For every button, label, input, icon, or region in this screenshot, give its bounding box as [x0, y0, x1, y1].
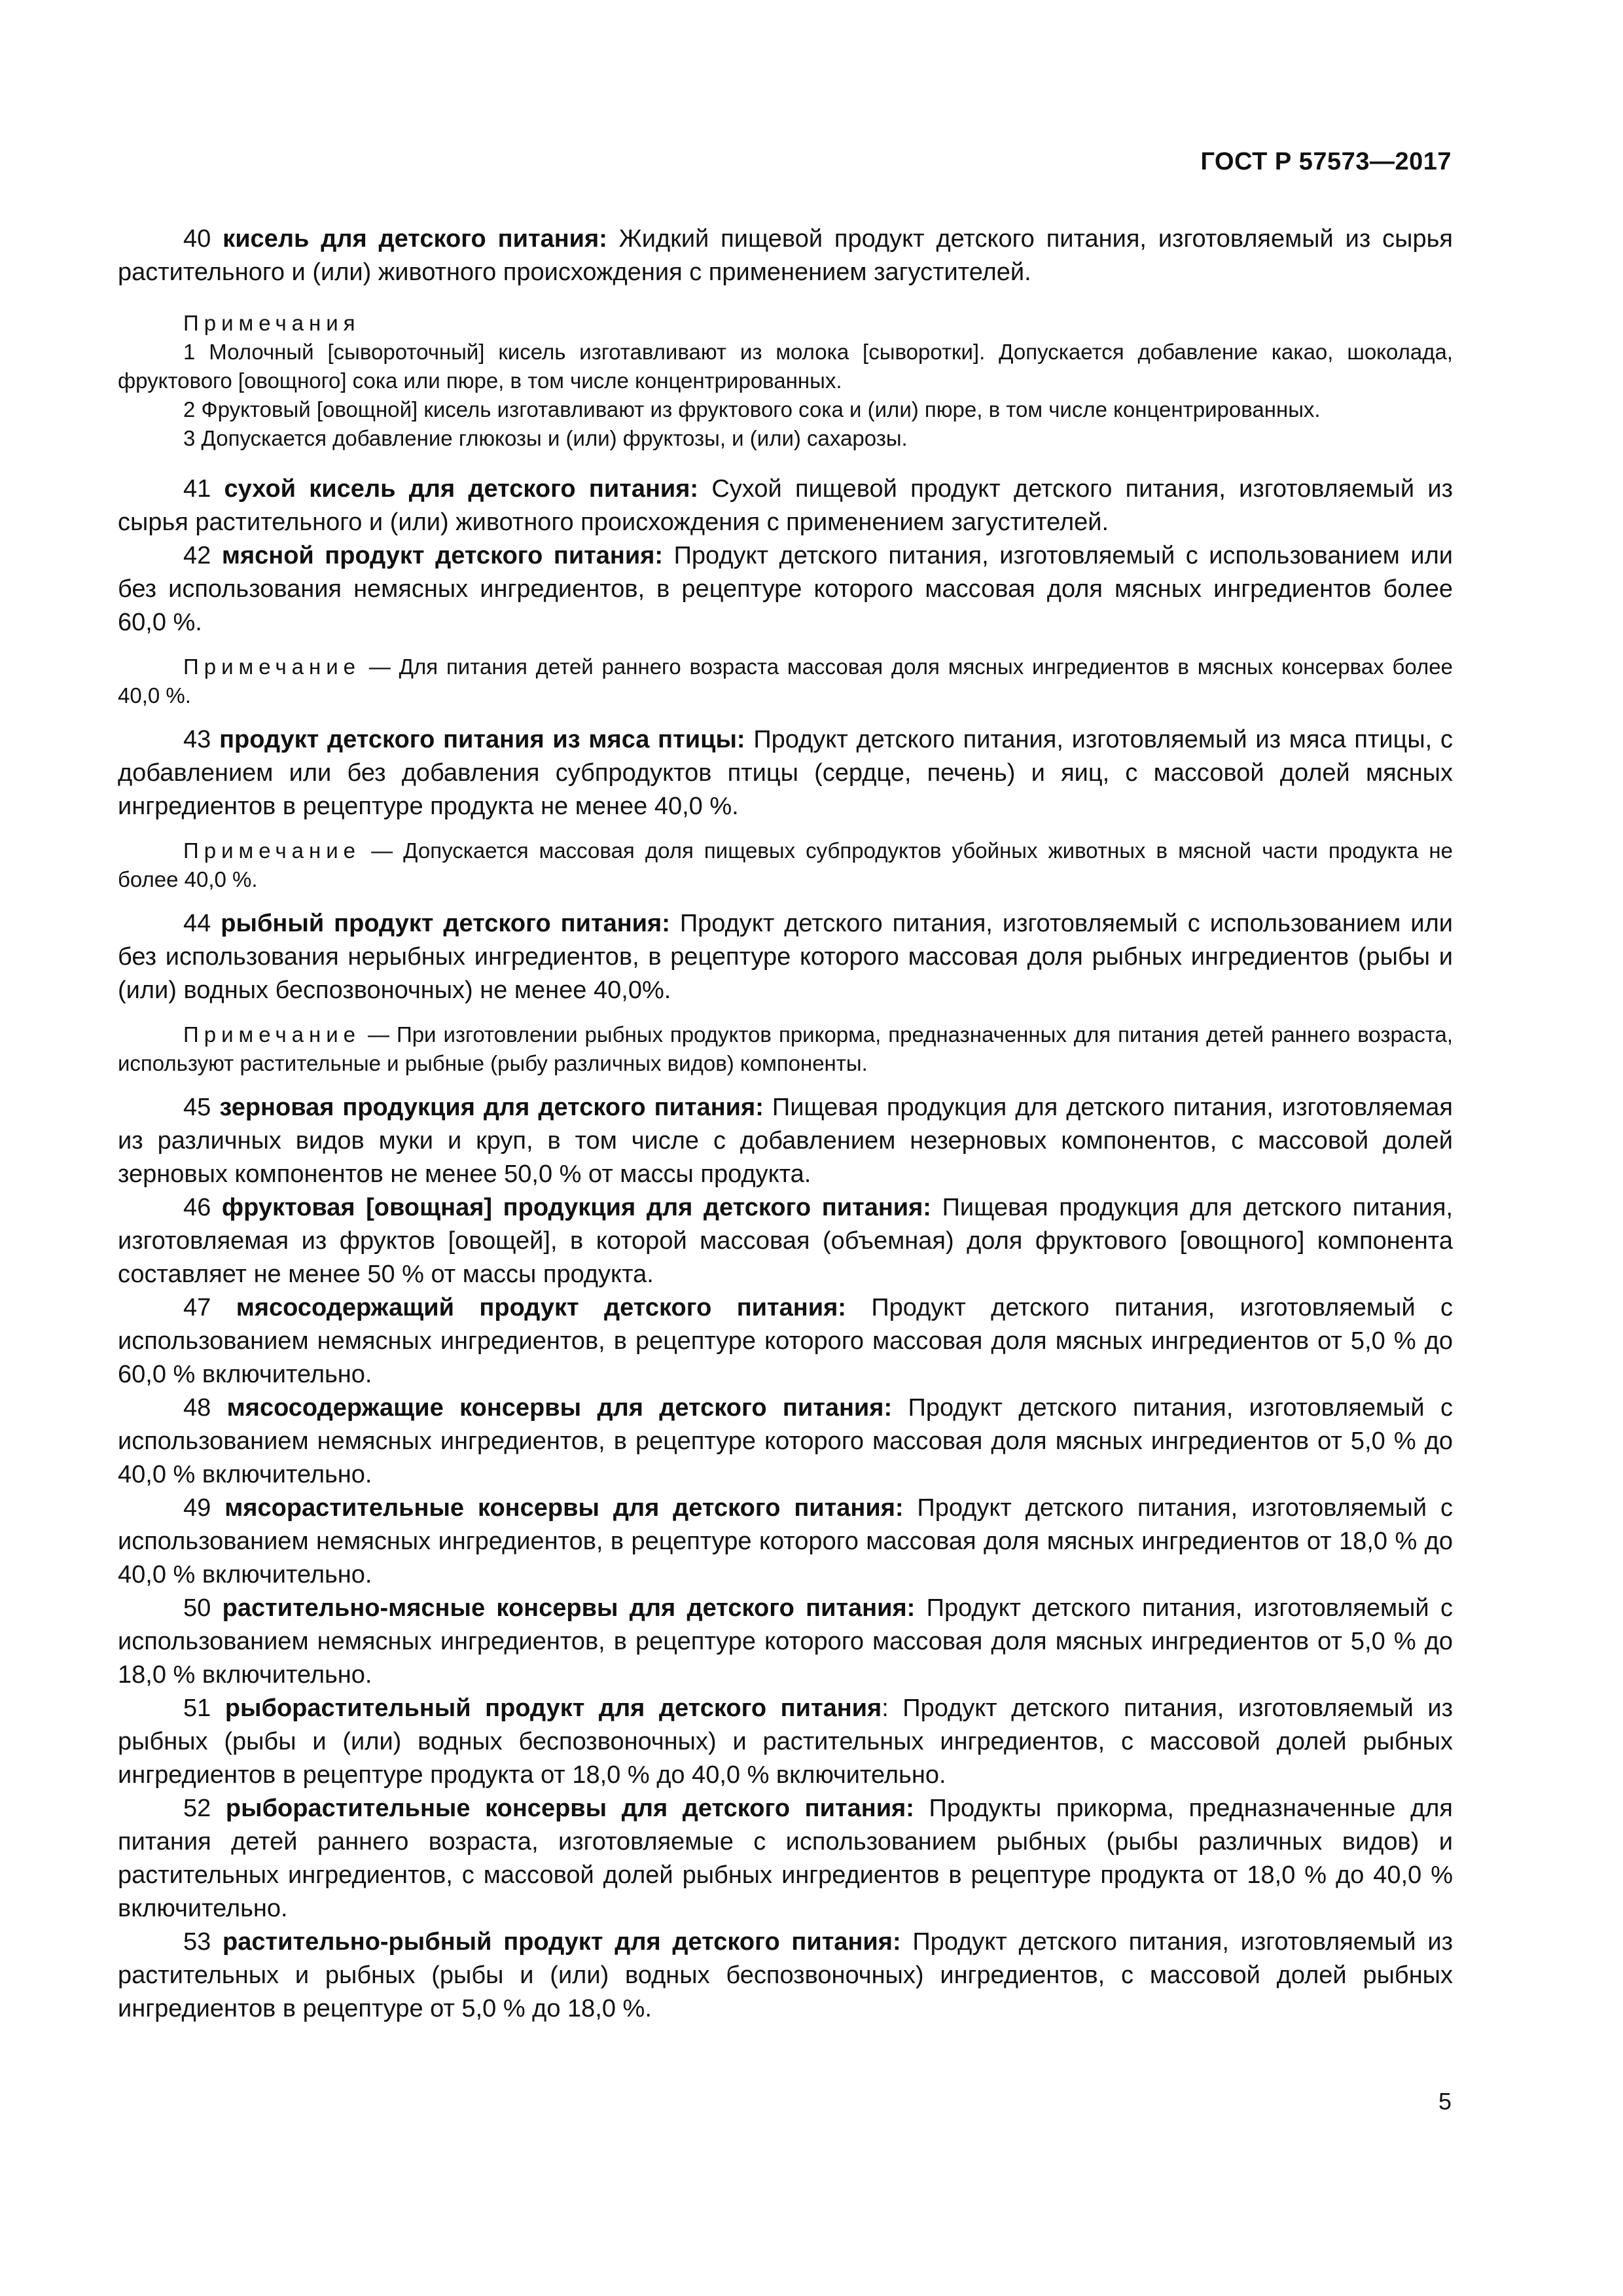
note-line: 3 Допускается добавление глюкозы и (или) фруктозы, и (или) сахарозы. — [183, 426, 908, 450]
term-name: растительно-мясные консервы для детского питания: — [222, 1594, 916, 1622]
term-definition: Жидкий пищевой продукт детского питания, изготовляемый из сырья растительного и (или) животного происхождения с применением загустителей. — [118, 225, 1454, 286]
term-definition: Продукт детского питания, изготовляемый с использованием немясных ингредиентов, в рецептуре которого массовая доля мясных ингредиентов от 18,0 % до 40,0 % включительно. — [118, 1494, 1453, 1588]
term-definition: : Продукт детского питания, изготовляемый из рыбных (рыбы и (или) водных беспозвоночных) и растительных ингредиентов, с массовой долей рыбных ингредиентов в рецептуре продукта от 18,0 % до 40,0 % включительно. — [118, 1695, 1454, 1789]
term-46 — [118, 1191, 1453, 1291]
term-number: 41 — [183, 475, 211, 503]
term-name: мясосодержащие консервы для детского питания: — [226, 1394, 893, 1422]
note-line: 2 Фруктовый [овощной] кисель изготавливают из фруктового сока и (или) пюре, в том числе концентрированных. — [183, 397, 1321, 422]
term-definition: Продукт детского питания, изготовляемый с использованием или без использования нерыбных ингредиентов, в рецептуре которого массовая доля рыбных ингредиентов (рыбы и (или) водных беспозвоночных) не менее 40,0%. — [118, 910, 1453, 1004]
note — [118, 653, 1453, 710]
note-text: — При изготовлении рыбных продуктов прикорма, предназначенных для питания детей раннего возраста, используют растительные и рыбные (рыбу различных видов) компоненты. — [118, 1022, 1453, 1075]
term-number: 47 — [183, 1294, 211, 1321]
term-number: 53 — [183, 1928, 211, 1956]
term-definition: Продукт детского питания, изготовляемый с использованием немясных ингредиентов, в рецептуре которого массовая доля мясных ингредиентов от 5,0 % до 60,0 % включительно. — [118, 1294, 1453, 1388]
term-name: мясосодержащий продукт детского питания: — [236, 1294, 846, 1321]
term-43 — [118, 723, 1453, 823]
term-definition: Продукт детского питания, изготовляемый из мяса птицы, с добавлением или без добавления субпродуктов птицы (сердце, печень) и яиц, с массовой долей мясных ингредиентов в рецептуре продукта не менее 40,0 %. — [118, 726, 1453, 820]
term-name: кисель для детского питания: — [223, 225, 607, 253]
note — [118, 836, 1453, 894]
term-53 — [118, 1926, 1453, 2026]
term-name: сухой кисель для детского питания: — [224, 475, 699, 503]
term-42 — [118, 539, 1453, 639]
term-name: мясорастительные консервы для детского питания: — [224, 1494, 904, 1522]
term-number: 43 — [183, 726, 211, 753]
term-48 — [118, 1391, 1453, 1492]
term-name: рыборастительный продукт для детского питания — [224, 1695, 882, 1722]
term-number: 49 — [183, 1494, 211, 1522]
term-name: рыбный продукт детского питания: — [221, 910, 670, 937]
term-name: фруктовая [овощная] продукция для детского питания: — [221, 1194, 931, 1221]
term-definition: Пищевая продукция для детского питания, изготовляемая из фруктов [овощей], в которой массовая (объемная) доля фруктового [овощного] компонента составляет не менее 50 % от массы продукта. — [118, 1194, 1454, 1288]
term-40 — [118, 223, 1453, 289]
term-definition: Сухой пищевой продукт детского питания, изготовляемый из сырья растительного и (или) животного происхождения с применением загустителей. — [118, 475, 1454, 536]
term-number: 42 — [183, 542, 211, 569]
note-title: Примечания — [183, 311, 361, 335]
term-number: 45 — [183, 1094, 211, 1121]
note-lead: Примечание — [183, 1022, 361, 1047]
term-definition: Пищевая продукция для детского питания, изготовляемая из различных видов муки и круп, в том числе с добавлением незерновых компонентов, с массовой долей зерновых компонентов не менее 50,0 % от массы продукта. — [118, 1094, 1453, 1188]
term-number: 50 — [183, 1594, 211, 1622]
term-number: 46 — [183, 1194, 211, 1221]
term-definition: Продукт детского питания, изготовляемый с использованием немясных ингредиентов, в рецептуре которого массовая доля мясных ингредиентов от 5,0 % до 18,0 % включительно. — [118, 1594, 1453, 1689]
term-definition: Продукт детского питания, изготовляемый с использованием немясных ингредиентов, в рецептуре которого массовая доля мясных ингредиентов от 5,0 % до 40,0 % включительно. — [118, 1394, 1453, 1488]
term-41 — [118, 473, 1453, 539]
note-text: — Допускается массовая доля пищевых субпродуктов убойных животных в мясной части продукта не более 40,0 %. — [118, 838, 1453, 891]
term-name: растительно-рыбный продукт для детского питания: — [223, 1928, 901, 1956]
term-definition: Продукты прикорма, предназначенные для питания детей раннего возраста, изготовляемые с использованием рыбных (рыбы различных видов) и растительных ингредиентов, с массовой долей рыбных ингредиентов в рецептуре продукта от 18,0 % до 40,0 % включительно. — [118, 1795, 1454, 1922]
term-number: 40 — [183, 225, 211, 253]
term-49 — [118, 1492, 1453, 1592]
term-number: 44 — [183, 910, 211, 937]
note-line: 1 Молочный [сывороточный] кисель изготавливают из молока [сыворотки]. Допускается добавление какао, шоколада, фруктового [овощного] сока или пюре, в том числе концентрированных. — [118, 340, 1453, 393]
term-51 — [118, 1692, 1453, 1792]
term-45 — [118, 1091, 1453, 1191]
term-name: мясной продукт детского питания: — [221, 542, 664, 569]
term-number: 48 — [183, 1394, 211, 1422]
note-lead: Примечание — [183, 838, 361, 863]
term-name: рыборастительные консервы для детского питания: — [225, 1795, 914, 1822]
term-47 — [118, 1291, 1453, 1391]
term-name: зерновая продукция для детского питания: — [219, 1094, 764, 1121]
document-body — [118, 223, 1453, 2026]
term-44 — [118, 907, 1453, 1007]
term-name: продукт детского питания из мяса птицы: — [219, 726, 745, 753]
document-header: ГОСТ Р 57573—2017 — [1200, 148, 1452, 175]
term-52 — [118, 1792, 1453, 1926]
term-number: 51 — [183, 1695, 211, 1722]
term-definition: Продукт детского питания, изготовляемый из растительных и рыбных (рыбы и (или) водных беспозвоночных) ингредиентов, с массовой долей рыбных ингредиентов в рецептуре от 5,0 % до 18,0 %. — [118, 1928, 1453, 2022]
note-text: — Для питания детей раннего возраста массовая доля мясных ингредиентов в мясных консервах более 40,0 %. — [118, 655, 1453, 708]
term-50 — [118, 1592, 1453, 1692]
page-number: 5 — [1438, 2088, 1452, 2115]
term-definition: Продукт детского питания, изготовляемый с использованием или без использования немясных ингредиентов, в рецептуре которого массовая доля мясных ингредиентов более 60,0 %. — [118, 542, 1453, 636]
term-number: 52 — [183, 1795, 211, 1822]
note — [118, 1020, 1453, 1078]
note-lead: Примечание — [183, 655, 361, 679]
